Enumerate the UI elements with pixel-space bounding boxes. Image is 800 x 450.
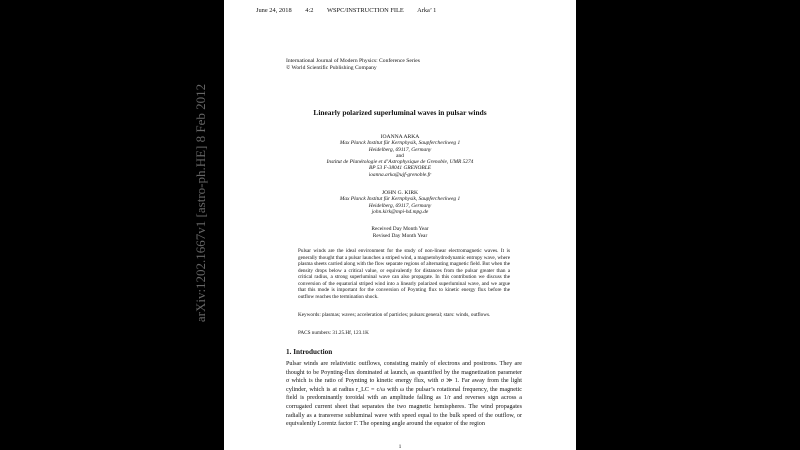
pacs-numbers: PACS numbers: 31.25.Hf, 123.1K [298, 330, 369, 336]
affiliation: Max Planck Institut für Kernphysik, Saupfercheckweg 1 [339, 140, 461, 147]
author-name: IOANNA ARKA [380, 134, 420, 140]
affiliation: Max Planck Institut für Kernphysik, Saupfercheckweg 1 [339, 196, 461, 203]
paper-page [193, 0, 576, 450]
affiliation: Heidelberg, 69117, Germany [368, 146, 432, 153]
author-name: JOHN G. KIRK [381, 190, 419, 196]
header-short: Arka’ 1 [417, 7, 437, 14]
and-text: and [396, 152, 404, 159]
affiliation: Institut de Planétologie et d’Astrophysique de Grenoble, UMR 5274 [326, 159, 474, 166]
paper-title: Linearly polarized superluminal waves in pulsar winds [313, 108, 487, 117]
publisher: © World Scientific Publishing Company [286, 65, 377, 71]
affiliation: BP 53 F-38041 GRENOBLE [368, 165, 432, 172]
arxiv-watermark: arXiv:1202.1667v1 [astro-ph.HE] 8 Feb 2012 [193, 83, 208, 323]
received-date: Received Day Month Year [371, 226, 429, 232]
body-text: Pulsar winds are relativistic outflows, consisting mainly of electrons and positrons. They are thought to be Poynting-flux dominated at launch, as quantified by the magnetization parameter σ which is the ratio of Poynting to kinetic energy flux, with σ ≫ 1. Far away from the light cylinder, which is at radius r_LC = c/ω with ω the pulsar’s rotational frequency, the magnetic field is predominantly toroidal with an amplitude falling as 1/r and reverses sign across a corrugated current sheet that separates the two magnetic hemispheres. The wind propagates radially as a transverse subluminal wave with speed equal to the bulk speed of the outflow, or equivalently Lorentz factor Γ. The opening angle around the equator of the region [286, 361, 522, 428]
header-date: June 24, 2018 [256, 7, 292, 14]
journal-info [286, 58, 420, 72]
abstract: Pulsar winds are the ideal environment for the study of non-linear electromagnetic waves. It is generally thought that a pulsar launches a striped wind, a magnetohydrodynamic entropy wave, where plasma sheets carried along with the flow separate regions of alternating magnetic field. But when the density drops below a critical value, or equivalently for distances from the pulsar greater than a critical radius, a strong superluminal wave can also propagate. In this contribution we discuss the conversion of the equatorial striped wind into a linearly polarized superluminal wave, and we argue that this mode is important for the conversion of Poynting flux to kinetic energy flux before the outflow reaches the termination shock. [298, 248, 510, 300]
dates [224, 226, 576, 240]
author-email: john.kirk@mpi-hd.mpg.de [371, 208, 429, 215]
journal-name: International Journal of Modern Physics: Conference Series [286, 58, 420, 64]
affiliation: Heidelberg, 69117, Germany [368, 202, 432, 209]
header-time: 4:2 [305, 7, 314, 14]
revised-date: Revised Day Month Year [372, 233, 428, 239]
section-heading: 1. Introduction [286, 348, 333, 356]
page-number: 1 [398, 444, 402, 450]
author-block-1 [224, 134, 576, 178]
keywords: Keywords: plasmas; waves; acceleration of particles; pulsars:general; stars: winds, outflows. [298, 312, 491, 318]
author-email: ioanna.arka@ujf-grenoble.fr [368, 171, 432, 178]
header-file: WSPC/INSTRUCTION FILE [326, 7, 404, 14]
author-block-2 [224, 190, 576, 215]
running-header [256, 7, 448, 14]
